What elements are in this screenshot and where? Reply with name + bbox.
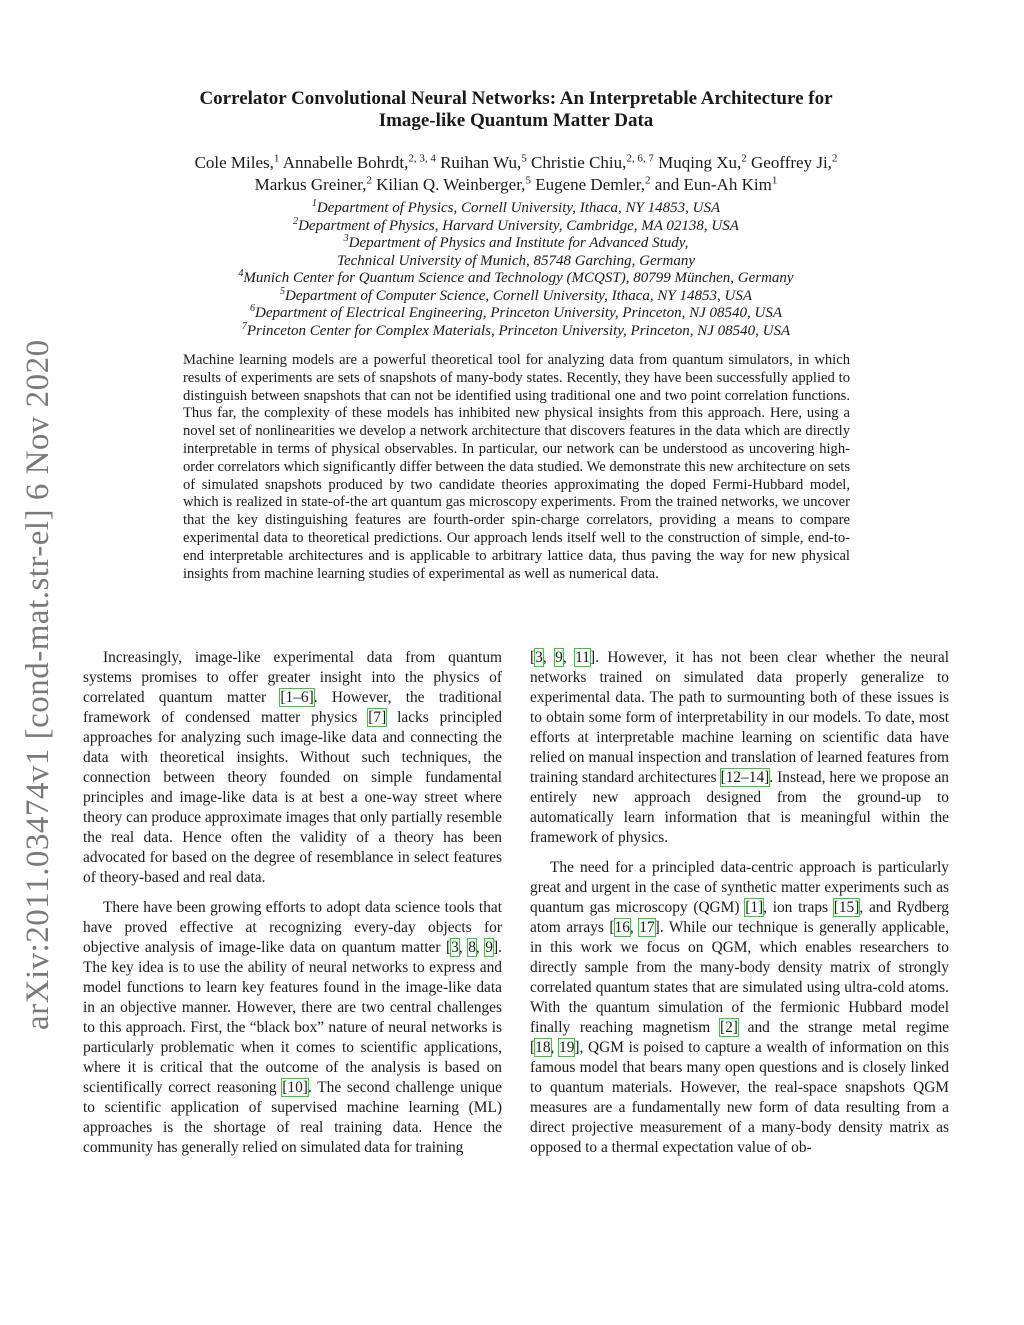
affiliation: $^4$Munich Center for Quantum Science and Technology (MCQST), 80799 München, Germany xyxy=(238,268,794,286)
author: Eugene Demler,$^2$ xyxy=(535,174,651,194)
citation-link[interactable]: [10] xyxy=(282,1079,308,1096)
author: and Eun-Ah Kim$^1$ xyxy=(654,174,778,194)
citation-link[interactable]: [2] xyxy=(719,1019,738,1036)
title-line-1: Correlator Convolutional Neural Networks: An Interpretable Architecture for xyxy=(199,88,833,109)
citation-link[interactable]: 11 xyxy=(575,649,590,666)
citation-link[interactable]: 9 xyxy=(555,649,563,666)
title-line-2: Image-like Quantum Matter Data xyxy=(378,110,654,131)
intro-paragraph-3: The need for a principled data-centric approach is particularly great and urgent in the case of synthetic matter experiments such as quantum gas microscopy (QGM) [1], ion traps [15], and Rydberg atom arrays [16, 17]. While our technique is generally applicable, in this work we focus on QGM, which enables researchers to directly sample from the many-body density matrix of strongly correlated quantum states that are simulated using ultra-cold atoms. With the quantum simulation of the fermionic Hubbard model finally reaching magnetism [2] and the strange metal regime [18, 19], QGM is poised to capture a wealth of information on this famous model that bears many open questions and is closely linked to quantum materials. However, the real-space snapshots QGM measures are a fundamentally new form of data resulting from a direct projective measurement of a many-body density matrix as opposed to a thermal expectation value of ob- xyxy=(530,859,949,1156)
intro-paragraph-2: There have been growing efforts to adopt data science tools that have proved effective at recognizing every-day objects for objective analysis of image-like data on quantum matter [3, 8, 9]. The key idea is to use the ability of neural networks to express and model functions to learn key features found in the image-like data in an objective manner. However, there are two central challenges to this approach. First, the “black box” nature of neural networks is particularly problematic when it comes to scientific applications, where it is critical that the outcome of the analysis is based on scientifically correct reasoning [10]. The second challenge unique to scientific application of supervised machine learning (ML) approaches is the shortage of real training data. Hence the community has generally relied on simulated data for training xyxy=(83,899,503,1156)
intro-paragraph-1: Increasingly, image-like experimental data from quantum systems promises to offer greater insight into the physics of correlated quantum matter [1–6]. However, the traditional framework of condensed matter physics [7] lacks principled approaches for analyzing such image-like data and connecting the data with theoretical insights. Without such techniques, the connection between theory founded on simple fundamental principles and image-like data is at best a one-way street where theory can produce approximate images that only partially resemble the real data. Hence often the validity of a theory has been advocated for based on the degree of resemblance in select features of theory-based and real data. xyxy=(83,649,503,886)
affiliation: $^3$Department of Physics and Institute for Advanced Study, xyxy=(343,233,689,251)
citation-link[interactable]: 19 xyxy=(559,1039,575,1056)
citation-link[interactable]: [12–14] xyxy=(720,769,770,786)
author-list xyxy=(150,152,882,196)
citation-link[interactable]: [15] xyxy=(833,899,860,916)
author: Annabelle Bohrdt,$^{2, 3, 4}$ xyxy=(282,152,436,172)
affiliation-list xyxy=(110,200,922,340)
citation-link[interactable]: 17 xyxy=(639,919,655,936)
affiliation: Technical University of Munich, 85748 Garching, Germany xyxy=(336,252,695,269)
intro-paragraph-2-continued: [3, 9, 11]. However, it has not been clear whether the neural networks trained on simulated data properly generalize to experimental data. The path to surmounting both of these issues is to obtain some form of interpretability in our models. To date, most efforts at interpretable machine learning on scientific data have relied on manual inspection and translation of learned features from training standard architectures [12–14]. Instead, here we propose an entirely new approach designed from the ground-up to automatically learn information that is meaningful within the framework of physics. xyxy=(530,649,950,846)
citation-link[interactable]: [1] xyxy=(745,899,764,916)
abstract: Machine learning models are a powerful theoretical tool for analyzing data from quantum simulators, in which results of experiments are sets of snapshots of many-body states. Recently, they have been successfully applied to distinguish between snapshots that can not be identified using traditional one and two point correlation functions. Thus far, the complexity of these models has inhibited new physical insights from this approach. Here, using a novel set of nonlinearities we develop a network architecture that discovers features in the data which are directly interpretable in terms of physical observables. In particular, our network can be understood as uncovering high-order correlators which significantly differ between the data studied. We demonstrate this new architecture on sets of simulated snapshots produced by two candidate theories approximating the doped Fermi-Hubbard model, which is realized in state-of-the art quantum gas microscopy experiments. From the trained networks, we uncover that the key distinguishing features are fourth-order spin-charge correlators, providing a means to compare experimental data to theoretical predictions. Our approach lends itself well to the construction of simple, end-to-end interpretable architectures and is applicable to arbitrary lattice data, thus paving the way for new physical insights from machine learning studies of experimental as well as numerical data. xyxy=(183,352,850,582)
author: Geoffrey Ji,$^2$ xyxy=(751,152,838,172)
citation-link[interactable]: 3 xyxy=(535,649,543,666)
citation-link[interactable]: 16 xyxy=(614,919,630,936)
citation-link[interactable]: 9 xyxy=(485,939,493,956)
left-column xyxy=(83,648,502,1158)
affiliation: $^2$Department of Physics, Harvard University, Cambridge, MA 02138, USA xyxy=(293,215,739,234)
arxiv-identifier: arXiv:2011.03474v1 [cond-mat.str-el] 6 Nov 2020 xyxy=(20,339,56,1030)
right-column xyxy=(530,648,949,1158)
author: Cole Miles,$^1$ xyxy=(194,152,280,172)
citation-link[interactable]: 8 xyxy=(468,939,476,956)
author: Markus Greiner,$^2$ xyxy=(254,174,372,194)
affiliation: $^1$Department of Physics, Cornell University, Ithaca, NY 14853, USA xyxy=(311,198,721,216)
author: Christie Chiu,$^{2, 6, 7}$ xyxy=(531,152,654,172)
paper-title xyxy=(110,88,922,132)
citation-link[interactable]: 18 xyxy=(535,1039,551,1056)
author: Muqing Xu,$^2$ xyxy=(658,152,747,172)
affiliation: $^7$Princeton Center for Complex Materials, Princeton University, Princeton, NJ 08540, USA xyxy=(241,320,791,339)
citation-link[interactable]: [7] xyxy=(368,709,387,726)
affiliation: $^6$Department of Electrical Engineering, Princeton University, Princeton, NJ 08540, USA xyxy=(250,303,782,321)
citation-link[interactable]: 3 xyxy=(451,939,459,956)
author: Kilian Q. Weinberger,$^5$ xyxy=(376,174,531,194)
author: Ruihan Wu,$^5$ xyxy=(440,152,527,172)
citation-link[interactable]: [1–6] xyxy=(280,689,314,706)
affiliation: $^5$Department of Computer Science, Cornell University, Ithaca, NY 14853, USA xyxy=(279,285,753,304)
